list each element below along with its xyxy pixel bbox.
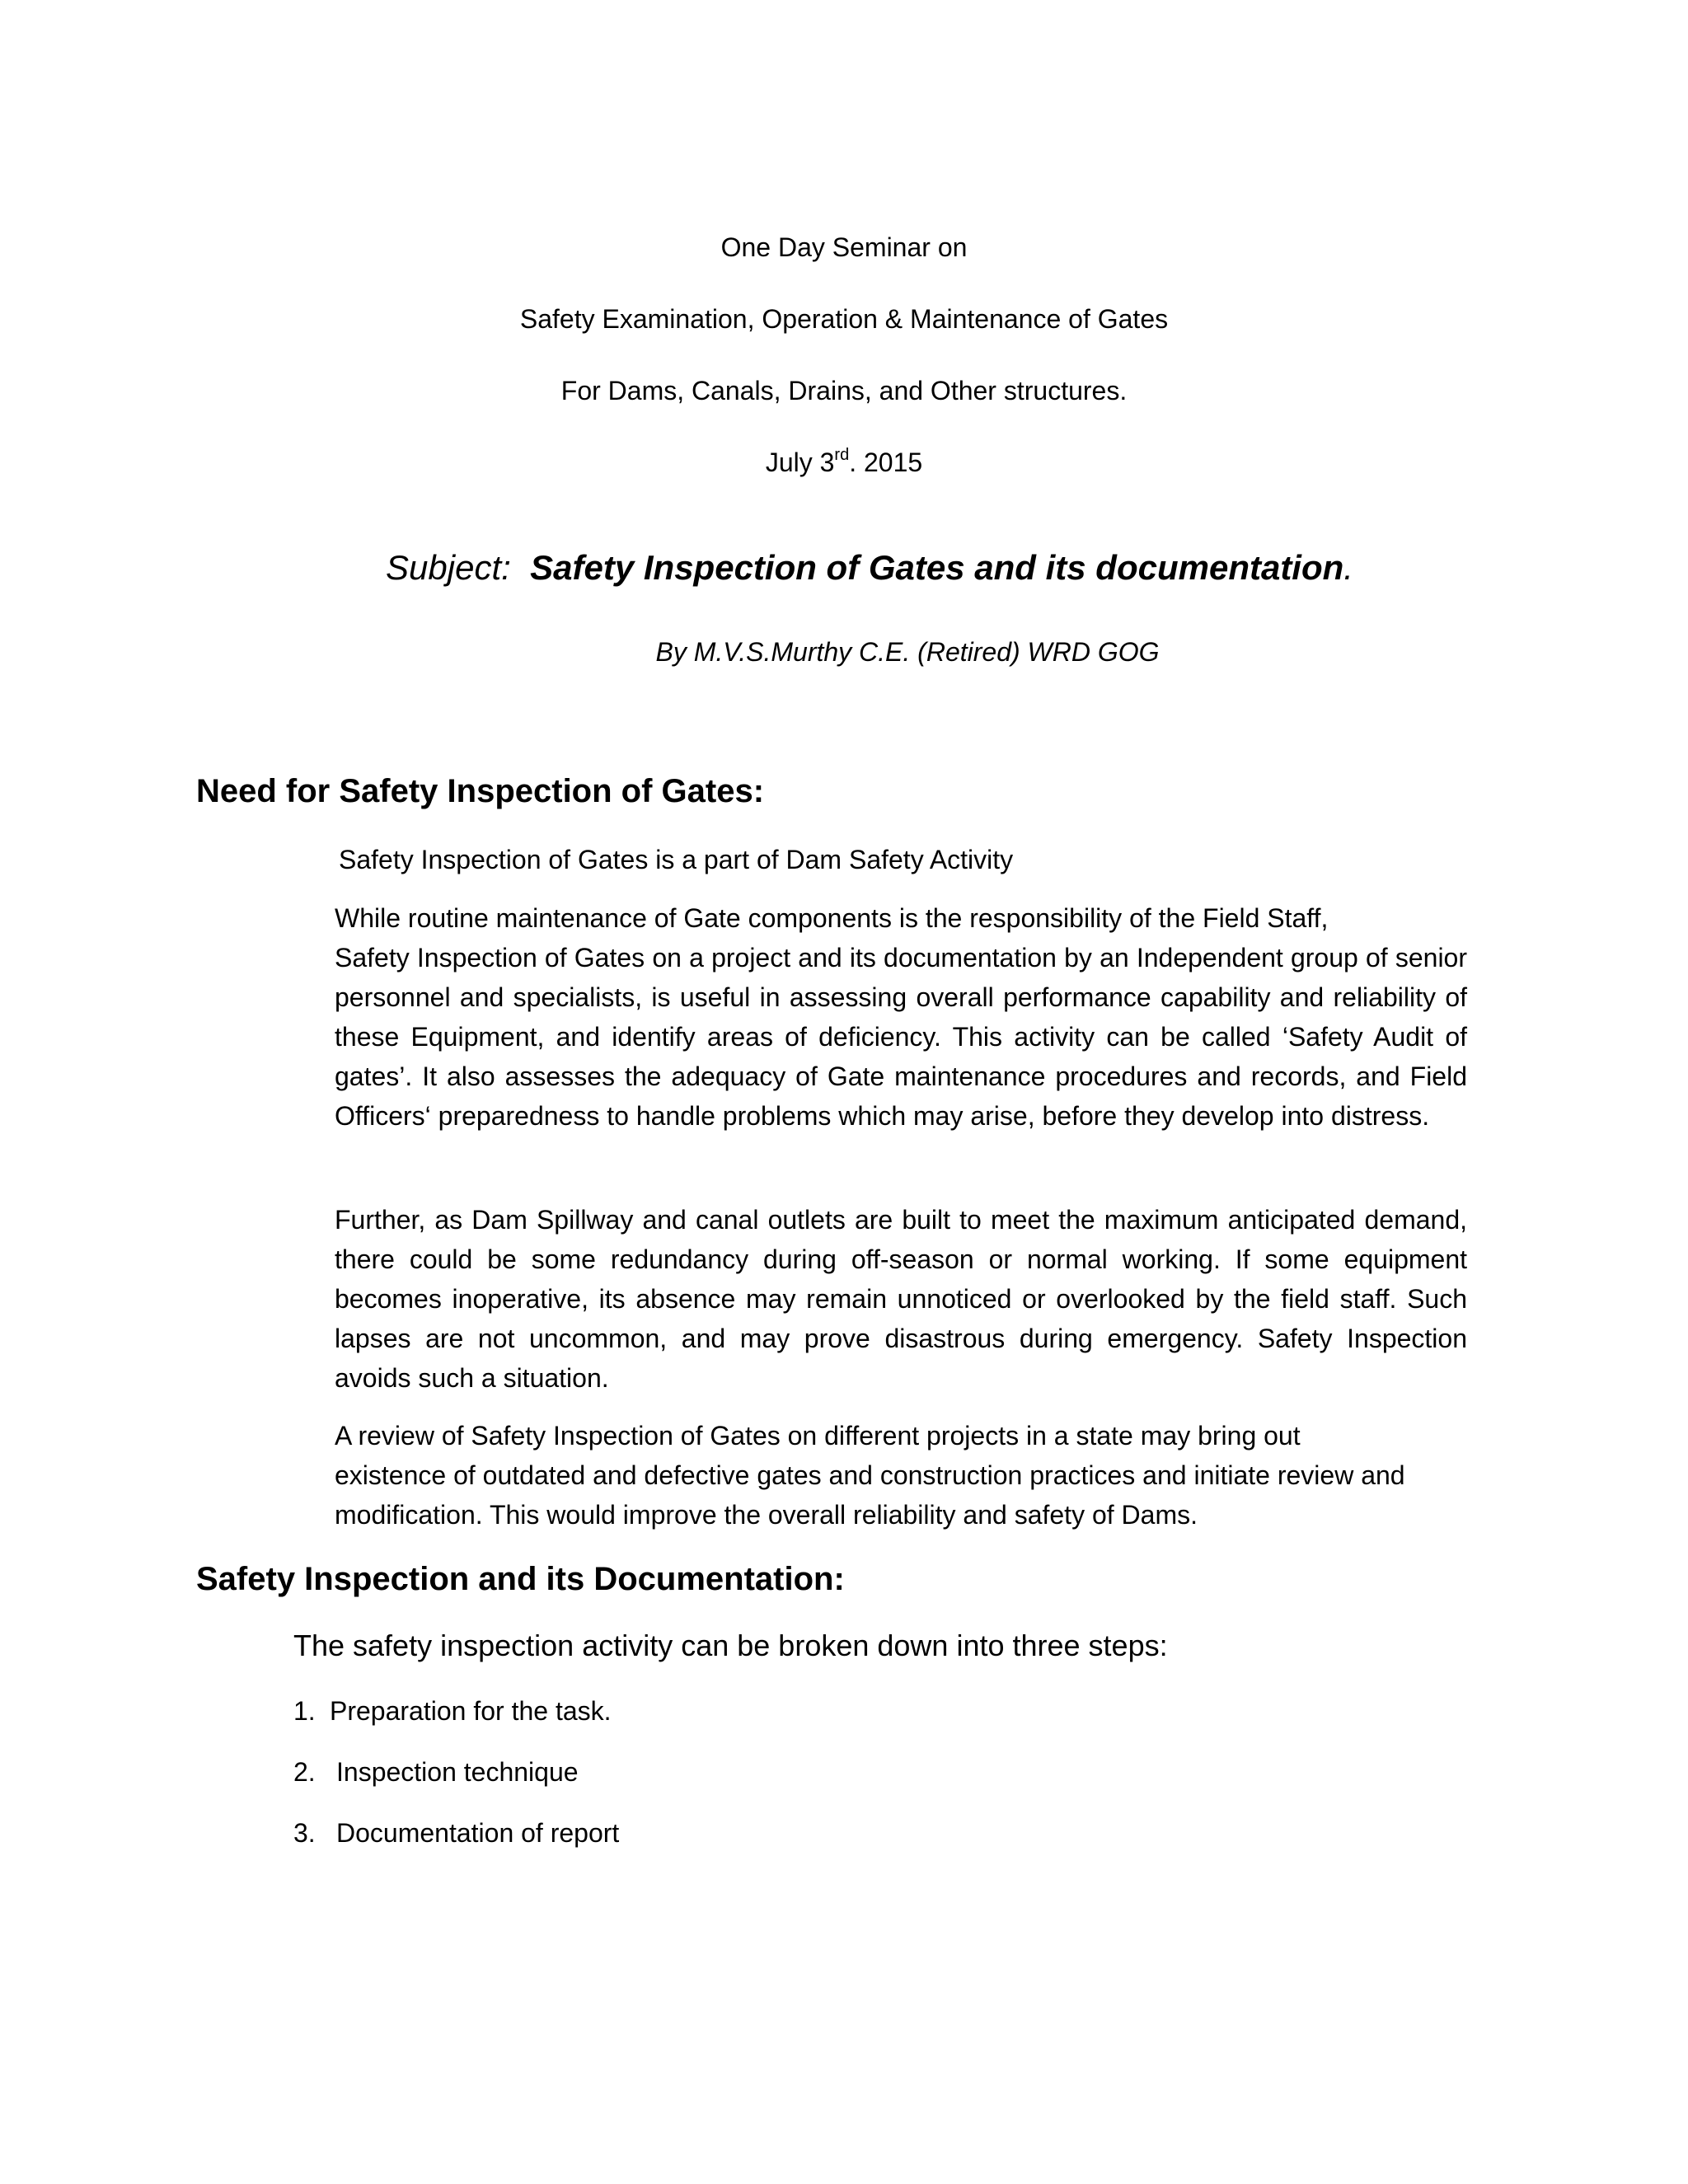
date-ordinal: rd — [834, 446, 850, 465]
seminar-topic-line: Safety Examination, Operation & Maintenance of Gates — [519, 304, 1169, 334]
step-number: 2. — [293, 1757, 316, 1787]
paragraph-line: modification. This would improve the overall reliability and safety of Dams. — [335, 1500, 1198, 1530]
paragraph-first-line: While routine maintenance of Gate components is the responsibility of the Field Staff, — [335, 903, 1329, 933]
paragraph-body: Safety Inspection of Gates on a project and its documentation by an Independent group of senior personnel and specialists, is useful in assessing overall performance capability and reliability of these Equipment, and identify areas of deficiency. This activity can be called ‘Safety Audit of gates’. It also assesses the adequacy of Gate maintenance procedures and records, and Field Officers‘ preparedness to handle problems which may arise, before they develop into distress. — [335, 943, 1467, 1131]
seminar-scope-line: For Dams, Canals, Drains, and Other structures. — [560, 376, 1128, 405]
steps-intro-text: The safety inspection activity can be broken down into three steps: — [293, 1629, 1168, 1662]
subject-title: Safety Inspection of Gates and its documentation — [530, 548, 1344, 587]
author-byline: By M.V.S.Murthy C.E. (Retired) WRD GOG — [655, 637, 1160, 667]
seminar-line: One Day Seminar on — [720, 232, 968, 262]
section-intro-text: Safety Inspection of Gates is a part of Dam Safety Activity — [339, 845, 1014, 874]
seminar-date — [0, 446, 1688, 479]
step-number: 1. — [293, 1696, 316, 1726]
section-heading-documentation: Safety Inspection and its Documentation: — [196, 1561, 845, 1597]
step-label: Documentation of report — [336, 1818, 620, 1848]
list-item-step-1 — [293, 1694, 612, 1728]
step-label: Preparation for the task. — [330, 1696, 612, 1726]
date-year: . 2015 — [849, 448, 923, 477]
paragraph-redundancy: Further, as Dam Spillway and canal outlets are built to meet the maximum anticipated demand, there could be some redundancy during off-season or normal working. If some equipment becomes inoperative, its absence may remain unnoticed or overlooked by the field staff. Such lapses are not uncommon, and may prove disastrous during emergency. Safety Inspection avoids such a situation. — [335, 1205, 1467, 1393]
subject-label: Subject: — [386, 548, 511, 587]
list-item-step-2 — [293, 1755, 579, 1789]
list-item-step-3 — [293, 1816, 619, 1850]
subject-end-punct: . — [1343, 548, 1353, 587]
paragraph-line: existence of outdated and defective gates and construction practices and initiate review and — [335, 1460, 1405, 1490]
section-heading-need: Need for Safety Inspection of Gates: — [196, 773, 765, 809]
paragraph-review — [335, 1416, 1467, 1535]
step-label: Inspection technique — [336, 1757, 579, 1787]
paragraph-maintenance — [335, 898, 1467, 1136]
date-prefix: July 3 — [765, 448, 835, 477]
paragraph-line: A review of Safety Inspection of Gates on different projects in a state may bring out — [335, 1421, 1301, 1451]
step-number: 3. — [293, 1818, 316, 1848]
subject-line — [0, 546, 1688, 589]
